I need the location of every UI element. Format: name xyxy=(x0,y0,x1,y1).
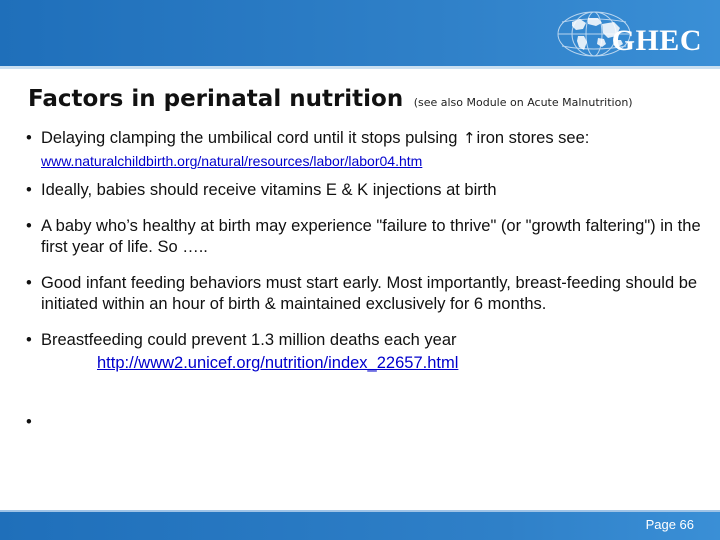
header-divider xyxy=(0,66,720,69)
page-number: Page 66 xyxy=(645,517,694,532)
bullet-item xyxy=(26,180,706,201)
unicef-link[interactable]: http://www2.unicef.org/nutrition/index_22657.html xyxy=(97,354,459,372)
bullet-item xyxy=(26,273,706,315)
bullet-item xyxy=(26,216,706,258)
bullet-text: A baby who’s healthy at birth may experience "failure to thrive" (or "growth faltering") in the first year of life. So ….. xyxy=(41,217,701,256)
bullet-dot: • xyxy=(26,413,32,431)
bullet-text: Good infant feeding behaviors must start early. Most importantly, breast-feeding should be initiated within an hour of birth & maintained exclusively for 6 months. xyxy=(41,274,698,313)
bullet-text-continued: iron stores see: xyxy=(476,129,590,147)
bullet-item xyxy=(26,128,706,170)
bullet-text: Delaying clamping the umbilical cord until it stops pulsing xyxy=(41,129,462,147)
ghec-logo xyxy=(554,8,704,60)
logo-text: GHEC xyxy=(611,24,702,57)
footer-divider xyxy=(0,510,720,512)
bullet-dot: • xyxy=(26,181,32,199)
up-arrow-icon: ↑ xyxy=(462,129,476,147)
bullet-list xyxy=(26,128,706,431)
bullet-dot: • xyxy=(26,217,32,235)
slide-title xyxy=(28,86,708,112)
title-subtitle: (see also Module on Acute Malnutrition) xyxy=(413,96,633,109)
bullet-text: Ideally, babies should receive vitamins E & K injections at birth xyxy=(41,181,497,199)
footer-band xyxy=(0,510,720,540)
bullet-dot: • xyxy=(26,274,32,292)
bullet-dot: • xyxy=(26,129,32,147)
bullet-text: Breastfeeding could prevent 1.3 million deaths each year xyxy=(41,331,457,349)
bullet-item xyxy=(26,330,706,374)
bullet-dot: • xyxy=(26,331,32,349)
title-main: Factors in perinatal nutrition xyxy=(28,86,404,112)
naturalchildbirth-link[interactable]: www.naturalchildbirth.org/natural/resources/labor/labor04.htm xyxy=(41,153,423,169)
